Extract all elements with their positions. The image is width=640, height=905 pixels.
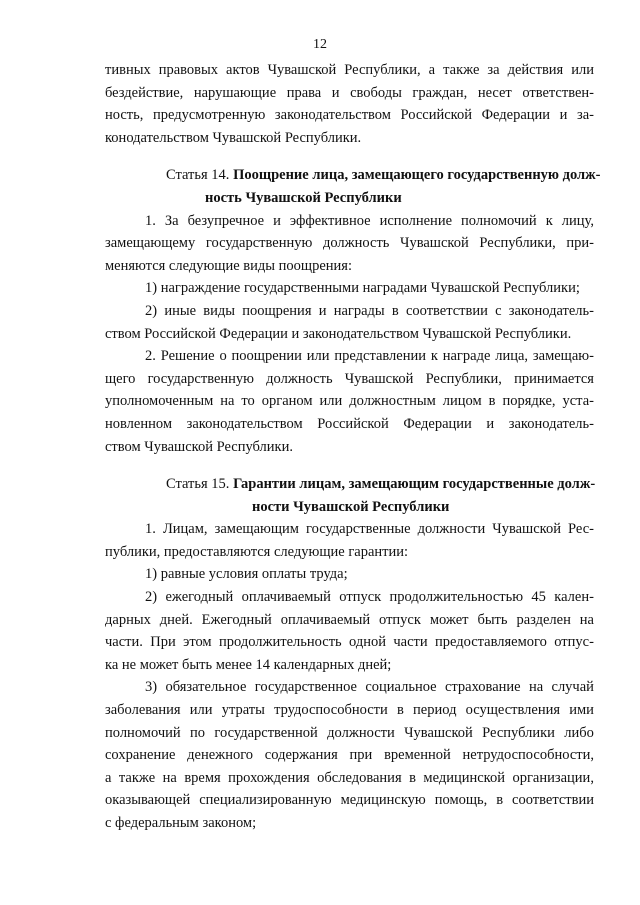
word: за- <box>576 107 594 124</box>
word: Российской <box>317 415 389 432</box>
word: 2. <box>145 348 156 365</box>
word: законодательством <box>274 107 391 124</box>
word: тивных <box>105 62 151 78</box>
article-15-p4 <box>105 676 594 834</box>
text-line <box>105 368 594 391</box>
word: страхование <box>444 679 521 696</box>
article-14-p1 <box>105 210 594 278</box>
article-heading-line <box>105 496 594 519</box>
text-line: 1) награждение государственными наградами Чувашской Республики; <box>145 280 580 297</box>
article-15-p1 <box>105 518 594 563</box>
article-title-cont: ность Чувашской Республики <box>205 189 402 206</box>
word: и <box>331 84 340 101</box>
word: Чувашской <box>267 62 337 78</box>
word: Республики, <box>479 235 556 252</box>
text-line: ка не может быть менее 14 календарных дней; <box>105 656 392 673</box>
word: щего <box>105 370 136 387</box>
text-line <box>105 232 594 255</box>
text-line: с федеральным законом; <box>105 815 257 831</box>
word: виды <box>203 302 235 319</box>
text-line <box>105 631 594 654</box>
word: заболевания <box>105 702 181 719</box>
word: свободы <box>350 84 402 101</box>
word: медицинской <box>423 769 505 786</box>
text-line <box>105 744 594 767</box>
word: Республики, <box>344 62 421 78</box>
text-line <box>105 518 594 541</box>
text-line <box>105 104 594 127</box>
article-15-heading <box>105 473 594 518</box>
word: За <box>164 212 179 229</box>
word: специализированную <box>199 792 332 809</box>
word: ими <box>569 702 594 719</box>
word: и <box>318 302 327 319</box>
word: или <box>306 348 330 365</box>
word: награде <box>442 348 491 365</box>
word: Республики, <box>425 370 502 387</box>
article-prefix: Статья 15. <box>166 476 230 493</box>
article-heading-line <box>105 187 594 210</box>
word: поощрения <box>242 302 312 319</box>
word: сохранение <box>105 747 176 764</box>
word: государственную <box>205 235 313 252</box>
word: в <box>396 702 404 719</box>
word: а <box>428 62 436 78</box>
word: за <box>487 62 500 78</box>
text-line <box>105 609 594 632</box>
word: отпуск <box>379 611 421 628</box>
word: законодательством <box>186 415 303 432</box>
word: и <box>559 107 568 124</box>
word: исполнение <box>379 212 453 229</box>
word: награды <box>333 302 385 319</box>
word: а <box>105 769 112 786</box>
word: помощь, <box>434 792 488 809</box>
word: также <box>443 62 480 78</box>
word: 2) <box>145 302 158 319</box>
word: соответствии <box>512 792 594 809</box>
word: законодатель- <box>508 302 594 319</box>
text-line <box>105 676 594 699</box>
word: органом <box>261 393 313 410</box>
word: соответствии <box>405 302 488 319</box>
word: период <box>413 702 457 719</box>
word: должности <box>417 521 486 538</box>
page-number: 12 <box>313 37 327 52</box>
word: лица, <box>495 348 529 365</box>
word: эффективное <box>289 212 371 229</box>
word: При <box>150 634 176 651</box>
word: нарушающие <box>193 84 277 101</box>
word: принимается <box>514 370 594 387</box>
word: ежегодный <box>165 589 234 606</box>
word: государственную <box>147 370 254 387</box>
intro-paragraph <box>105 59 594 149</box>
word: Чувашской <box>404 724 473 741</box>
word: новленном <box>105 415 173 432</box>
text-line: публики, предоставляются следующие гарантии: <box>105 543 409 560</box>
word: содержания <box>264 747 338 764</box>
word: оказывающей <box>105 792 191 809</box>
word: оплачиваемый <box>280 611 371 628</box>
word: или <box>571 62 594 78</box>
word: Чувашской <box>492 521 561 538</box>
article-title: Поощрение лица, замещающего государственную долж- <box>233 167 601 184</box>
word: должностным <box>349 393 436 410</box>
word: Федерации <box>481 107 551 124</box>
word: по <box>190 724 206 741</box>
article-heading-line <box>105 164 601 187</box>
word: лицу, <box>561 212 594 229</box>
word: продолжительность <box>218 634 342 651</box>
word: полномочий <box>461 212 537 229</box>
word: при- <box>566 235 594 252</box>
word: Российской <box>400 107 472 124</box>
text-line <box>105 413 594 436</box>
word: государственной <box>214 724 318 741</box>
word: на <box>220 393 235 410</box>
word: 1. <box>145 212 156 229</box>
word: также <box>118 769 156 786</box>
word: прохождения <box>228 769 310 786</box>
word: может <box>429 611 469 628</box>
word: и <box>273 212 281 229</box>
word: обследования <box>317 769 402 786</box>
word: полномочий <box>105 724 181 741</box>
word: уста- <box>562 393 594 410</box>
article-14-p3 <box>105 300 594 345</box>
text-line <box>105 722 594 745</box>
word: социальное <box>365 679 437 696</box>
word: либо <box>564 724 594 741</box>
word: предусмотренную <box>152 107 266 124</box>
word: трудоспособности <box>274 702 388 719</box>
word: обязательное <box>165 679 247 696</box>
text-line <box>105 300 594 323</box>
word: граждан, <box>412 84 468 101</box>
text-line <box>105 82 594 105</box>
article-15-p3 <box>105 586 594 676</box>
word: или <box>319 393 343 410</box>
word: должности <box>327 724 395 741</box>
text-line: 1) равные условия оплаты труда; <box>145 566 348 583</box>
word: случай <box>551 679 594 696</box>
word: Решение <box>160 348 215 365</box>
word: поощрении <box>231 348 302 365</box>
word: в <box>496 792 504 809</box>
word: государственное <box>254 679 357 696</box>
word: уполномоченным <box>105 393 214 410</box>
word: лицом <box>442 393 482 410</box>
word: законодатель- <box>508 415 594 432</box>
word: порядке, <box>502 393 556 410</box>
word: оплачиваемый <box>241 589 331 606</box>
word: разделен <box>516 611 571 628</box>
text-line <box>105 390 594 413</box>
document-body <box>105 59 601 835</box>
text-line: конодательством Чувашской Республики. <box>105 129 362 146</box>
word: замещающему <box>105 235 196 252</box>
word: Рес- <box>568 521 594 538</box>
article-14-p4 <box>105 345 594 458</box>
word: должность <box>266 370 333 387</box>
article-15-p2 <box>105 563 594 586</box>
word: безупречное <box>187 212 265 229</box>
word: с <box>495 302 502 319</box>
word: отпуск <box>339 589 382 606</box>
text-line <box>105 586 594 609</box>
text-line <box>105 210 594 233</box>
article-14-p2 <box>105 277 594 300</box>
word: отпус- <box>554 634 594 651</box>
word: действия <box>507 62 564 78</box>
word: 2) <box>145 589 158 606</box>
text-line <box>105 59 594 82</box>
word: при <box>349 747 373 764</box>
word: этом <box>183 634 212 651</box>
article-prefix: Статья 14. <box>166 167 230 184</box>
word: замещаю- <box>532 348 594 365</box>
word: бездействие, <box>105 84 184 101</box>
word: время <box>184 769 221 786</box>
word: то <box>241 393 255 410</box>
word: и <box>486 415 495 432</box>
word: в <box>409 769 416 786</box>
word: Чувашской <box>344 370 414 387</box>
article-title: Гарантии лицам, замещающим государственные долж- <box>233 476 596 493</box>
word: продолжительностью <box>389 589 524 606</box>
word: на <box>579 611 594 628</box>
word: Федерации <box>403 415 472 432</box>
text-line <box>105 699 594 722</box>
word: замещающим <box>214 521 299 538</box>
article-14-heading <box>105 164 601 209</box>
word: представлении <box>334 348 426 365</box>
word: быть <box>477 611 508 628</box>
word: нетрудоспособности, <box>462 747 594 764</box>
word: утраты <box>221 702 265 719</box>
word: ность, <box>105 107 144 124</box>
word: права <box>286 84 322 101</box>
article-heading-line <box>105 473 594 496</box>
text-line: ством Российской Федерации и законодательством Чувашской Республики. <box>105 325 572 342</box>
word: 45 <box>531 589 546 606</box>
word: организации, <box>512 769 594 786</box>
text-line <box>105 767 594 790</box>
word: в <box>391 302 399 319</box>
word: одной <box>349 634 386 651</box>
word: в <box>488 393 496 410</box>
word: Ежегодный <box>201 611 272 628</box>
word: медицинскую <box>340 792 426 809</box>
word: на <box>528 679 544 696</box>
word: 3) <box>145 679 158 696</box>
word: государственные <box>306 521 411 538</box>
word: ответствен- <box>522 84 594 101</box>
text-line <box>105 789 594 812</box>
word: Лицам, <box>162 521 208 538</box>
word: денежного <box>187 747 254 764</box>
word: или <box>189 702 213 719</box>
word: Республики <box>482 724 555 741</box>
word: правовых <box>158 62 219 78</box>
word: части <box>393 634 428 651</box>
word: иные <box>164 302 197 319</box>
word: части. <box>105 634 143 651</box>
word: несет <box>477 84 512 101</box>
word: актов <box>226 62 260 78</box>
word: дарных <box>105 611 151 628</box>
word: дней. <box>159 611 193 628</box>
word: предоставляемого <box>434 634 547 651</box>
word: к <box>545 212 553 229</box>
article-title-cont: ности Чувашской Республики <box>252 498 450 515</box>
text-line <box>105 345 594 368</box>
word: к <box>430 348 438 365</box>
text-line: ством Чувашской Республики. <box>105 438 293 455</box>
text-line: меняются следующие виды поощрения: <box>105 257 352 274</box>
word: должность <box>322 235 390 252</box>
word: осуществления <box>465 702 561 719</box>
word: Чувашской <box>400 235 469 252</box>
word: кален- <box>554 589 594 606</box>
word: временной <box>384 747 451 764</box>
word: на <box>162 769 177 786</box>
word: 1. <box>145 521 156 538</box>
word: о <box>219 348 227 365</box>
